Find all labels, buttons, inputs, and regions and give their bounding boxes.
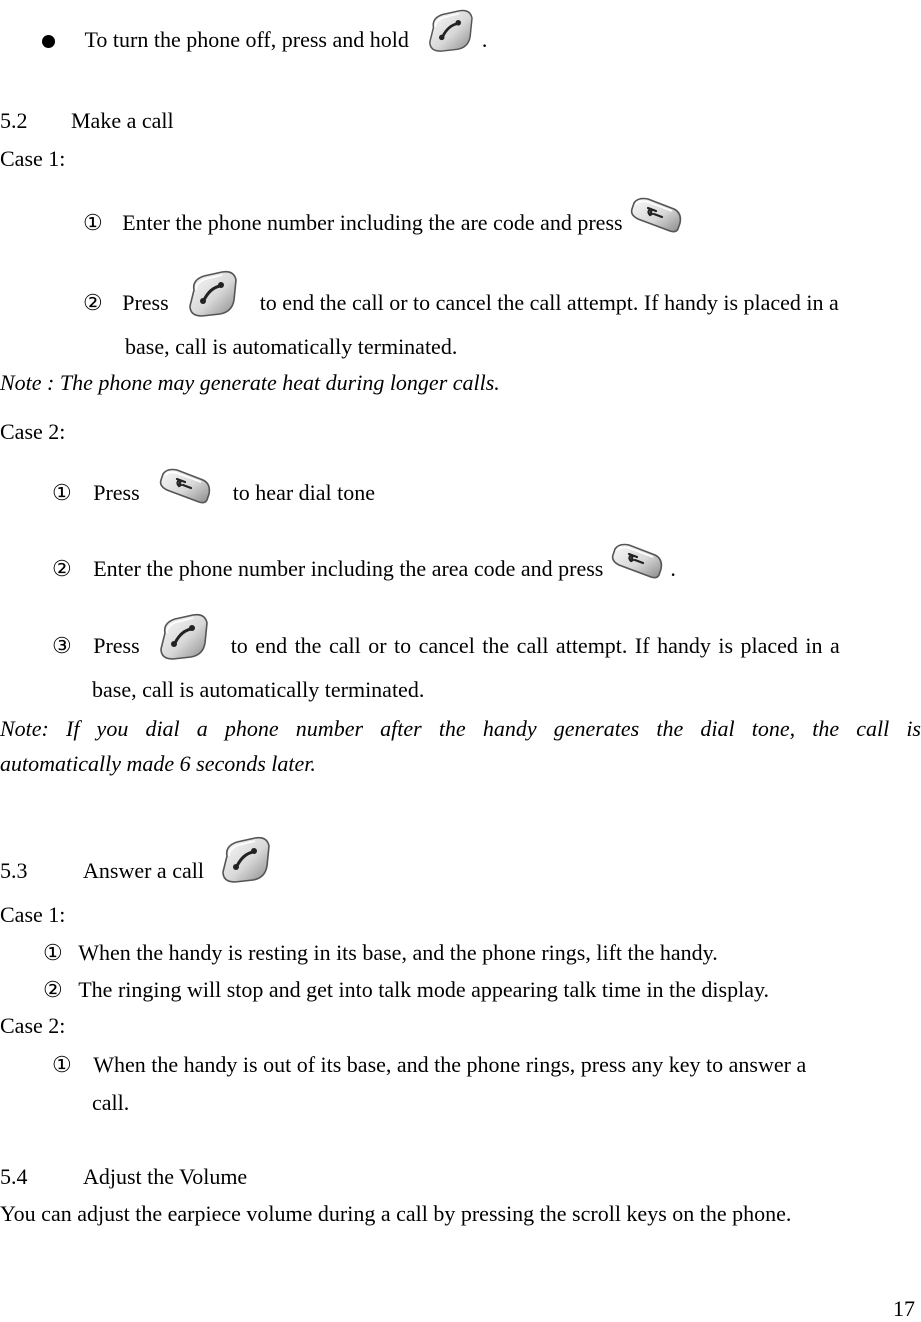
step-text-wrap: base, call is automatically terminated. bbox=[92, 677, 425, 702]
body-text: You can adjust the earpiece volume during a call by pressing the scroll keys on the phone. bbox=[0, 1201, 792, 1226]
step-marker: ① bbox=[52, 1052, 72, 1077]
step-marker: ① bbox=[43, 940, 63, 965]
bullet-text: To turn the phone off, press and hold bbox=[84, 27, 409, 52]
section-title: Adjust the Volume bbox=[83, 1164, 248, 1189]
list-item bbox=[83, 290, 839, 318]
step-text: Enter the phone number including the are code and press bbox=[122, 210, 623, 235]
case-label: Case 2: bbox=[0, 419, 66, 444]
end-key-icon bbox=[184, 270, 240, 318]
list-item bbox=[52, 480, 375, 506]
list-item bbox=[52, 633, 840, 661]
step-marker: ③ bbox=[52, 633, 72, 658]
section-number: 5.4 bbox=[0, 1164, 28, 1189]
talk-key-icon bbox=[628, 195, 684, 235]
case-label: Case 1: bbox=[0, 902, 66, 927]
list-item bbox=[43, 977, 769, 1003]
step-marker: ① bbox=[52, 480, 72, 505]
note: Note : The phone may generate heat during longer calls. bbox=[0, 370, 500, 395]
talk-key-icon bbox=[609, 541, 665, 581]
list-item bbox=[52, 1052, 806, 1078]
step-text: Press bbox=[122, 290, 169, 315]
list-item bbox=[43, 940, 718, 966]
section-title: Answer a call bbox=[83, 858, 204, 883]
step-text-cont: to hear dial tone bbox=[232, 480, 376, 505]
note-cont: automatically made 6 seconds later. bbox=[0, 751, 316, 776]
section-heading-5-2 bbox=[0, 108, 174, 134]
section-title: Make a call bbox=[71, 108, 174, 133]
step-text: When the handy is resting in its base, and the phone rings, lift the handy. bbox=[78, 940, 718, 965]
step-marker: ② bbox=[43, 977, 63, 1002]
bullet-dot-icon bbox=[42, 35, 55, 48]
list-item bbox=[83, 210, 684, 236]
talk-key-icon bbox=[157, 466, 213, 506]
end-key-icon bbox=[155, 613, 211, 661]
end-key-icon bbox=[217, 836, 273, 884]
note: Note: If you dial a phone number after the handy generates the dial tone, the call is bbox=[0, 716, 921, 741]
step-text-wrap: call. bbox=[92, 1090, 130, 1115]
bullet-end-punct: . bbox=[481, 27, 488, 52]
step-text: Press bbox=[93, 633, 140, 658]
section-number: 5.3 bbox=[0, 858, 28, 883]
step-end-punct: . bbox=[670, 556, 676, 581]
end-key-icon bbox=[424, 9, 476, 53]
page-number: 17 bbox=[893, 1296, 915, 1321]
step-text: Enter the phone number including the area code and press bbox=[93, 556, 604, 581]
step-marker: ② bbox=[83, 290, 103, 315]
case-label: Case 1: bbox=[0, 146, 66, 171]
section-heading-5-3 bbox=[0, 858, 273, 884]
step-text: Press bbox=[93, 480, 140, 505]
step-text: The ringing will stop and get into talk mode appearing talk time in the display. bbox=[78, 977, 770, 1002]
case-label: Case 2: bbox=[0, 1013, 66, 1038]
section-heading-5-4 bbox=[0, 1164, 247, 1190]
step-text-wrap: base, call is automatically terminated. bbox=[125, 334, 458, 359]
list-item bbox=[52, 556, 676, 582]
bullet-item bbox=[42, 27, 487, 53]
section-number: 5.2 bbox=[0, 108, 28, 133]
step-text: When the handy is out of its base, and the phone rings, press any key to answer a bbox=[93, 1052, 807, 1077]
step-text-cont: to end the call or to cancel the call attempt. If handy is placed in a bbox=[230, 633, 840, 658]
step-marker: ② bbox=[52, 556, 72, 581]
step-text-cont: to end the call or to cancel the call attempt. If handy is placed in a bbox=[259, 290, 839, 315]
step-marker: ① bbox=[83, 210, 103, 235]
